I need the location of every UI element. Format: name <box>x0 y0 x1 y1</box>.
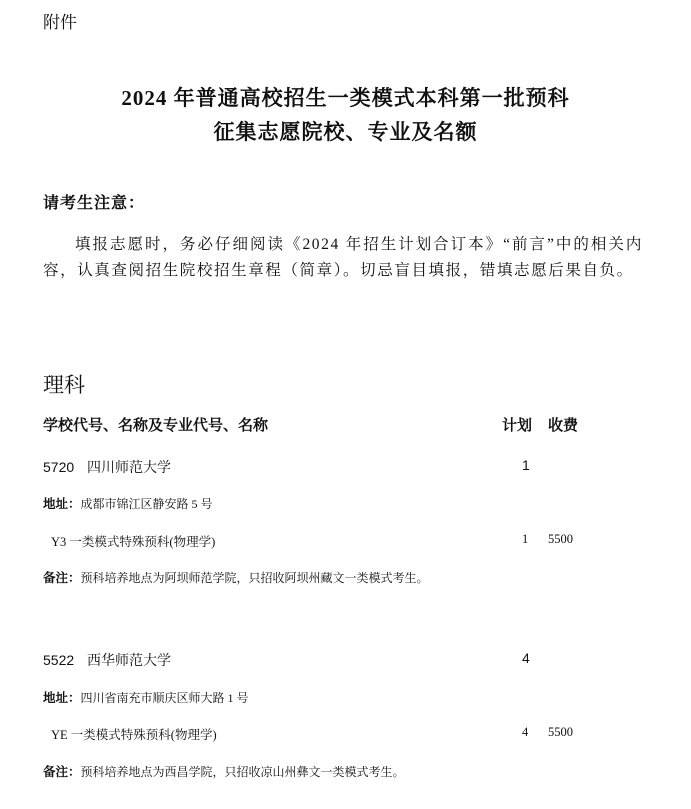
school-code: 5720 <box>43 459 75 475</box>
school-name: 西华师范大学 <box>87 652 171 668</box>
address-label: 地址： <box>43 691 81 705</box>
address-label: 地址： <box>43 497 81 511</box>
attachment-label: 附件 <box>43 13 77 32</box>
major-name: 一类模式特殊预科(物理学) <box>70 728 217 742</box>
school-plan: 1 <box>522 457 530 473</box>
major-code: Y3 <box>51 535 67 549</box>
notice-paragraph: 填报志愿时，务必仔细阅读《2024 年招生计划合订本》“前言”中的相关内容，认真查阅招生院校招生章程（简章）。切忌盲目填报，错填志愿后果自负。 <box>43 236 643 279</box>
section-heading: 理科 <box>43 374 85 397</box>
notice-heading: 请考生注意： <box>43 195 146 212</box>
note-text: 预科培养地点为阿坝师范学院，只招收阿坝州藏文一类模式考生。 <box>80 571 429 585</box>
major-code: YE <box>51 728 68 742</box>
school-note <box>43 568 429 586</box>
column-header-fee: 收费 <box>548 417 579 434</box>
address-text: 成都市锦江区静安路 5 号 <box>80 497 213 511</box>
note-text: 预科培养地点为西昌学院，只招收凉山州彝文一类模式考生。 <box>80 765 405 779</box>
note-label: 备注： <box>43 765 81 779</box>
major-fee: 5500 <box>548 532 573 546</box>
school-note <box>43 762 405 780</box>
school-address <box>43 494 213 512</box>
column-header-plan: 计划 <box>502 417 533 434</box>
school-plan: 4 <box>522 650 530 666</box>
major-name: 一类模式特殊预科(物理学) <box>69 535 216 549</box>
school-name: 四川师范大学 <box>87 459 171 475</box>
school-address <box>43 688 249 706</box>
major-fee: 5500 <box>548 725 573 739</box>
school-name-row <box>43 457 171 477</box>
page-title-line-2: 征集志愿院校、专业及名额 <box>213 120 478 144</box>
address-text: 四川省南充市顺庆区师大路 1 号 <box>80 691 249 705</box>
school-code: 5522 <box>43 652 75 668</box>
school-name-row <box>43 650 171 670</box>
major-row <box>51 532 215 550</box>
column-header-name: 学校代号、名称及专业代号、名称 <box>43 417 269 434</box>
major-row <box>51 725 217 743</box>
major-plan: 4 <box>522 725 529 739</box>
major-plan: 1 <box>522 532 529 546</box>
note-label: 备注： <box>43 571 81 585</box>
page-title-line-1: 2024 年普通高校招生一类模式本科第一批预科 <box>121 86 570 110</box>
